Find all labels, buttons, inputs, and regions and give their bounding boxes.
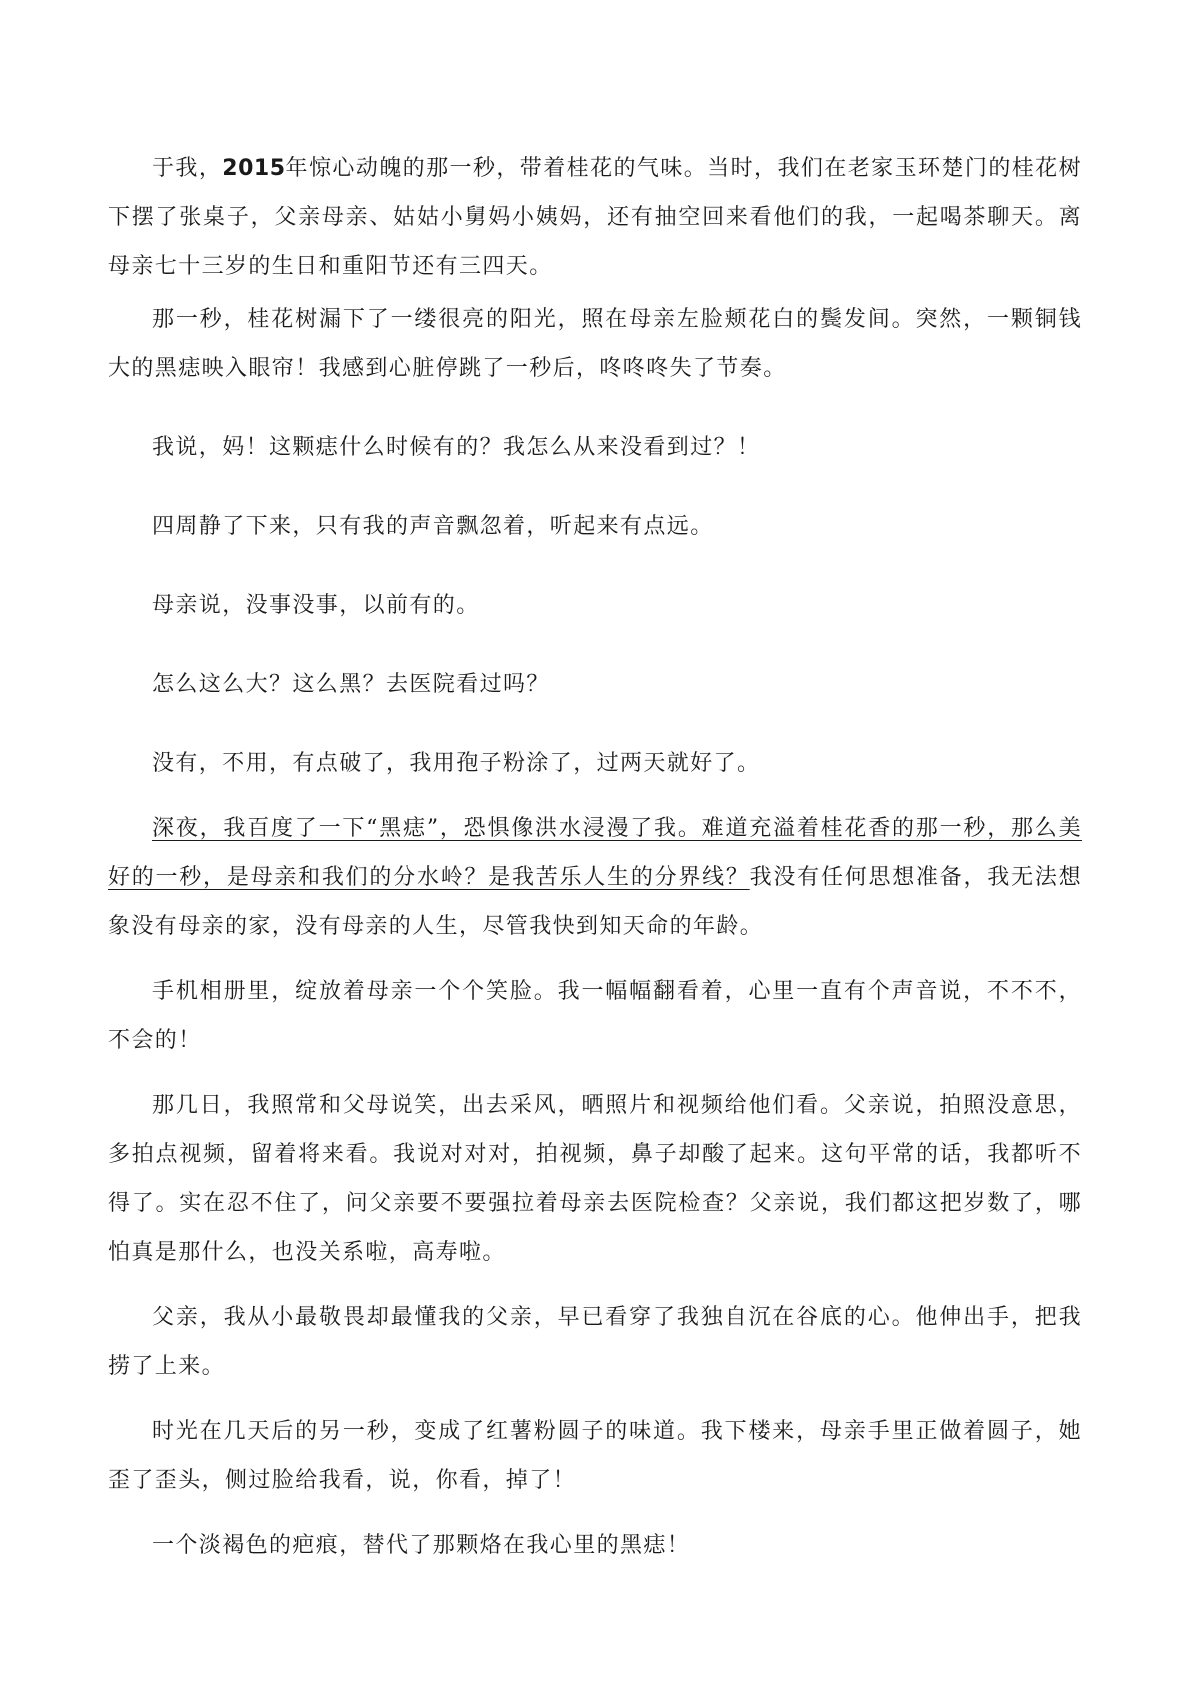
paragraph-4: 四周静了下来，只有我的声音飘忽着，听起来有点远。 — [152, 514, 714, 539]
paragraph-1 — [108, 144, 1082, 291]
paragraph-13: 一个淡褐色的疤痕，替代了那颗烙在我心里的黑痣！ — [152, 1533, 691, 1558]
paragraph-5: 母亲说，没事没事，以前有的。 — [152, 593, 480, 618]
paragraph-7: 没有，不用，有点破了，我用孢子粉涂了，过两天就好了。 — [152, 751, 761, 776]
underlined-passage: 深夜，我百度了一下“黑痣”，恐惧像洪水浸漫了我。难道充溢着桂花香的那一秒，那么美好的一秒，是母亲和我们的分水岭？是我苦乐人生的分界线？ — [108, 816, 1082, 890]
paragraph-12: 时光在几天后的另一秒，变成了红薯粉圆子的味道。我下楼来，母亲手里正做着圆子，她歪了歪头，侧过脸给我看，说，你看，掉了！ — [108, 1419, 1082, 1493]
paragraph-1-lead: 于我， — [152, 156, 223, 181]
year-number: 2015 — [222, 156, 286, 181]
essay-body — [108, 144, 1082, 1570]
paragraph-10: 那几日，我照常和父母说笑，出去采风，晒照片和视频给他们看。父亲说，拍照没意思，多拍点视频，留着将来看。我说对对对，拍视频，鼻子却酸了起来。这句平常的话，我都听不得了。实在忍不住了，问父亲要不要强拉着母亲去医院检查？父亲说，我们都这把岁数了，哪怕真是那什么，也没关系啦，高寿啦。 — [108, 1093, 1082, 1265]
paragraph-1-body: 年惊心动魄的那一秒，带着桂花的气味。当时，我们在老家玉环楚门的桂花树下摆了张桌子，父亲母亲、姑姑小舅妈小姨妈，还有抽空回来看他们的我，一起喝茶聊天。离母亲七十三岁的生日和重阳节还有三四天。 — [108, 156, 1082, 279]
paragraph-2: 那一秒，桂花树漏下了一缕很亮的阳光，照在母亲左脸颊花白的鬓发间。突然，一颗铜钱大的黑痣映入眼帘！我感到心脏停跳了一秒后，咚咚咚失了节奏。 — [108, 307, 1082, 381]
paragraph-6: 怎么这么大？这么黑？去医院看过吗？ — [152, 672, 550, 697]
paragraph-8 — [108, 804, 1082, 951]
paragraph-3: 我说，妈！这颗痣什么时候有的？我怎么从来没看到过？！ — [152, 435, 761, 460]
paragraph-11: 父亲，我从小最敬畏却最懂我的父亲，早已看穿了我独自沉在谷底的心。他伸出手，把我捞了上来。 — [108, 1305, 1082, 1379]
paragraph-9: 手机相册里，绽放着母亲一个个笑脸。我一幅幅翻看着，心里一直有个声音说，不不不，不会的！ — [108, 979, 1082, 1053]
paragraph-8-rest: 我没有任何思想准备，我无法想象没有母亲的家，没有母亲的人生，尽管我快到知天命的年龄。 — [108, 865, 1082, 939]
